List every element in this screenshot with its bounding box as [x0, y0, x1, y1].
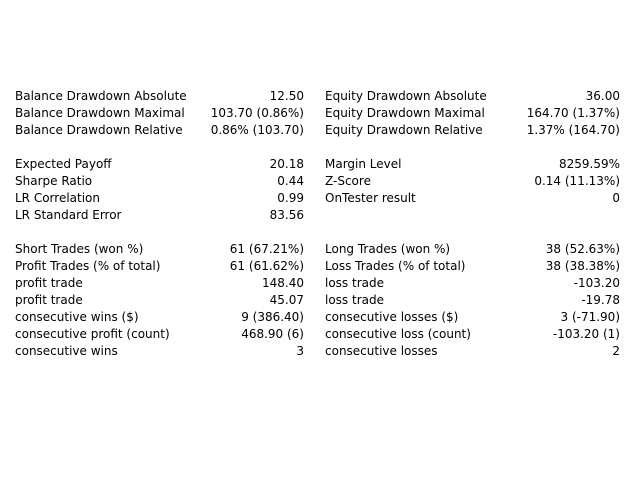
- row-value-left: 103.70 (0.86%): [210, 106, 304, 120]
- report-row: [0, 292, 640, 309]
- row-label-right: consecutive losses: [325, 344, 438, 358]
- row-value-left: 0.99: [277, 191, 304, 205]
- row-value-right: -103.20 (1): [552, 327, 620, 341]
- row-label-left: LR Standard Error: [15, 208, 122, 222]
- row-value-right: 3 (-71.90): [560, 310, 620, 324]
- report-row: [0, 105, 640, 122]
- row-value-left: 45.07: [269, 293, 304, 307]
- row-label-right: Z-Score: [325, 174, 371, 188]
- row-label-right: Equity Drawdown Relative: [325, 123, 483, 137]
- row-label-left: consecutive wins ($): [15, 310, 139, 324]
- row-value-right: 38 (38.38%): [545, 259, 620, 273]
- row-label-left: Balance Drawdown Maximal: [15, 106, 185, 120]
- report-row: [0, 258, 640, 275]
- row-label-left: Short Trades (won %): [15, 242, 144, 256]
- row-label-right: Loss Trades (% of total): [325, 259, 466, 273]
- row-label-left: Sharpe Ratio: [15, 174, 93, 188]
- row-label-left: Balance Drawdown Absolute: [15, 89, 187, 103]
- row-value-left: 9 (386.40): [241, 310, 304, 324]
- row-value-right: 36.00: [585, 89, 620, 103]
- row-value-right: 2: [612, 344, 620, 358]
- row-value-right: 38 (52.63%): [545, 242, 620, 256]
- row-label-right: consecutive loss (count): [325, 327, 471, 341]
- report-row: [0, 241, 640, 258]
- row-value-right: 1.37% (164.70): [526, 123, 620, 137]
- row-value-right: 0.14 (11.13%): [534, 174, 620, 188]
- row-label-left: profit trade: [15, 276, 83, 290]
- row-value-left: 148.40: [262, 276, 304, 290]
- report-row: [0, 156, 640, 173]
- row-label-right: consecutive losses ($): [325, 310, 459, 324]
- report-row: [0, 122, 640, 139]
- row-label-right: Long Trades (won %): [325, 242, 451, 256]
- row-label-right: OnTester result: [325, 191, 416, 205]
- row-label-right: loss trade: [325, 276, 384, 290]
- report-row: [0, 326, 640, 343]
- row-label-right: Equity Drawdown Absolute: [325, 89, 487, 103]
- row-value-left: 61 (61.62%): [229, 259, 304, 273]
- row-label-left: consecutive wins: [15, 344, 118, 358]
- row-value-left: 12.50: [269, 89, 304, 103]
- report-row: [0, 173, 640, 190]
- row-label-left: Profit Trades (% of total): [15, 259, 161, 273]
- report-row: [0, 207, 640, 224]
- row-value-left: 0.86% (103.70): [210, 123, 304, 137]
- row-value-right: 164.70 (1.37%): [526, 106, 620, 120]
- row-label-right: Equity Drawdown Maximal: [325, 106, 485, 120]
- report-row: [0, 88, 640, 105]
- row-label-left: Balance Drawdown Relative: [15, 123, 183, 137]
- row-value-left: 20.18: [269, 157, 304, 171]
- row-value-left: 3: [296, 344, 304, 358]
- report-row: [0, 309, 640, 326]
- row-label-left: Expected Payoff: [15, 157, 112, 171]
- report-row: [0, 190, 640, 207]
- row-label-right: loss trade: [325, 293, 384, 307]
- row-label-left: LR Correlation: [15, 191, 101, 205]
- row-value-right: 8259.59%: [558, 157, 620, 171]
- row-value-left: 83.56: [269, 208, 304, 222]
- row-label-left: consecutive profit (count): [15, 327, 170, 341]
- row-value-right: -103.20: [573, 276, 620, 290]
- row-value-left: 61 (67.21%): [229, 242, 304, 256]
- row-label-right: Margin Level: [325, 157, 402, 171]
- report-row: [0, 275, 640, 292]
- row-value-right: 0: [612, 191, 620, 205]
- row-value-left: 0.44: [277, 174, 304, 188]
- report-row: [0, 343, 640, 360]
- row-label-left: profit trade: [15, 293, 83, 307]
- row-value-left: 468.90 (6): [241, 327, 304, 341]
- row-value-right: -19.78: [581, 293, 620, 307]
